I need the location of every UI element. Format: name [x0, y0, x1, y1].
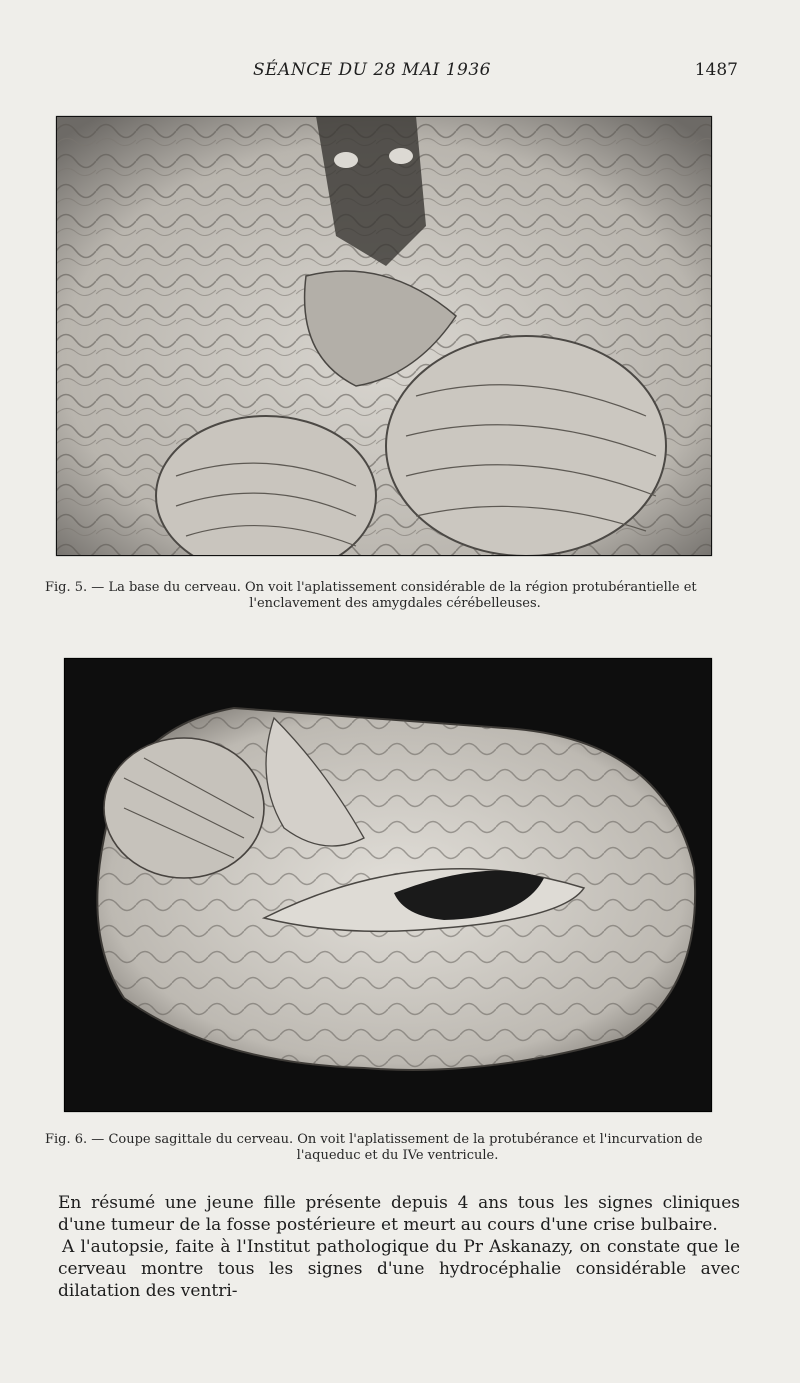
brain-base-image [56, 116, 712, 556]
figure-5-caption-line2: l'enclavement des amygdales cérébelleuses. [249, 596, 541, 611]
page-number: 1487 [694, 60, 738, 80]
figure-6-photograph [64, 658, 712, 1112]
sagittal-section-image [64, 658, 712, 1112]
running-header [0, 60, 800, 80]
figure-6-caption-line2: l'aqueduc et du IVe ventricule. [296, 1148, 499, 1163]
paragraph-1: En résumé une jeune fille présente depuis 4 ans tous les signes cliniques d'une tumeur de la fosse postérieure et meurt au cours d'une crise bulbaire. [58, 1193, 740, 1235]
figure-5-caption-line1: La base du cerveau. On voit l'aplatissement considérable de la région protubérantielle et [108, 580, 697, 595]
running-title: SÉANCE DU 28 MAI 1936 [253, 60, 491, 80]
body-text [58, 1192, 740, 1302]
figure-5-caption [45, 580, 745, 612]
figure-5-label: Fig. 5. — [45, 580, 105, 595]
paragraph-2: A l'autopsie, faite à l'Institut pathologique du Pr Askanazy, on constate que le cerveau montre tous les signes d'une hydrocéphalie considérable avec dilatation des ventri- [58, 1237, 740, 1301]
figure-6-label: Fig. 6. — [45, 1132, 105, 1147]
figure-6-caption-line1: Coupe sagittale du cerveau. On voit l'aplatissement de la protubérance et l'incurvation de [108, 1132, 703, 1147]
figure-5-photograph [56, 116, 712, 556]
figure-6-caption [45, 1132, 750, 1164]
